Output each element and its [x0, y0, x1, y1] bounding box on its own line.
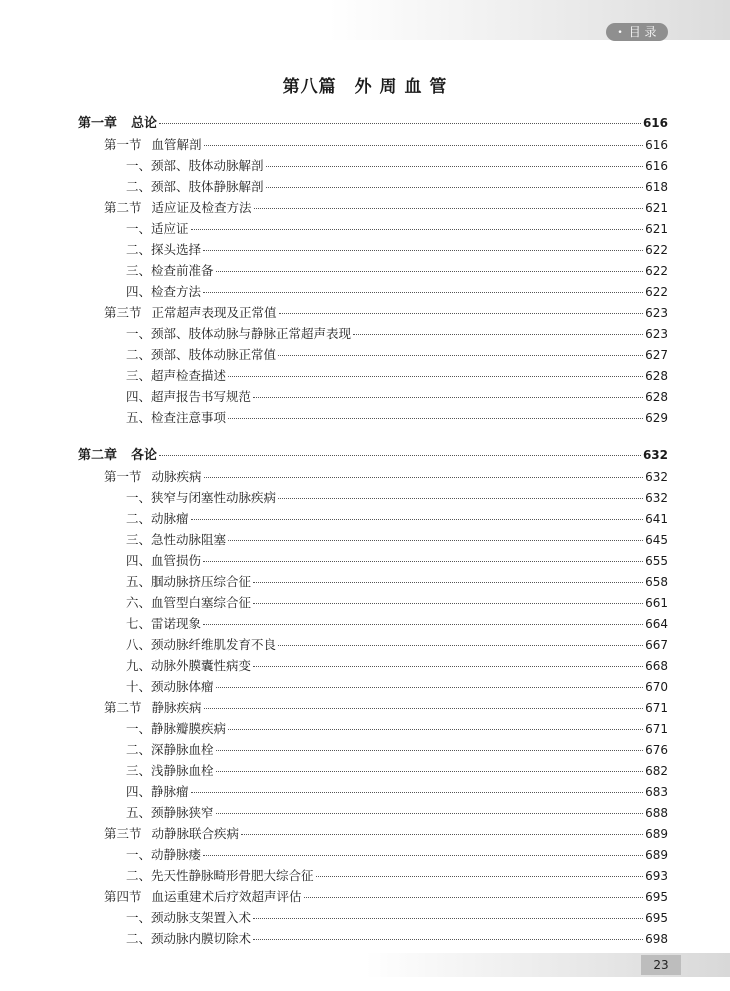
toc-entry-label	[126, 739, 214, 760]
toc-entry[interactable]	[78, 634, 668, 655]
toc-entry-label	[126, 907, 251, 928]
dot-leader	[278, 497, 643, 499]
toc-entry-page: 676	[645, 743, 668, 757]
dot-leader	[216, 686, 644, 688]
table-of-contents	[78, 113, 668, 949]
dot-leader	[316, 875, 644, 877]
toc-entry-title: 三、检查前准备	[126, 263, 214, 278]
toc-entry-label	[126, 487, 276, 508]
dot-leader	[253, 917, 643, 919]
toc-entry[interactable]	[78, 386, 668, 407]
toc-entry[interactable]	[78, 823, 668, 844]
toc-entry-page: 641	[645, 512, 668, 526]
toc-entry-page: 689	[645, 848, 668, 862]
dot-leader	[254, 207, 644, 209]
dot-leader	[204, 476, 644, 478]
toc-entry-label	[126, 613, 201, 634]
toc-entry-page: 622	[645, 264, 668, 278]
toc-entry[interactable]	[78, 781, 668, 802]
toc-entry-title: 一、狭窄与闭塞性动脉疾病	[126, 490, 277, 505]
toc-entry-label	[126, 655, 251, 676]
toc-entry-title: 九、动脉外膜囊性病变	[126, 658, 252, 673]
toc-entry-page: 645	[645, 533, 668, 547]
section-tab	[606, 23, 668, 41]
toc-entry-page: 632	[642, 448, 668, 462]
toc-entry[interactable]	[78, 676, 668, 697]
toc-entry[interactable]	[78, 886, 668, 907]
toc-entry-page: 682	[645, 764, 668, 778]
section-tab-label: 目 录	[628, 25, 657, 39]
toc-entry-title: 十、颈动脉体瘤	[126, 679, 214, 694]
toc-entry-label	[126, 592, 251, 613]
toc-entry-title: 五、检查注意事项	[126, 410, 227, 425]
toc-entry-page: 695	[645, 911, 668, 925]
toc-entry-label	[126, 260, 214, 281]
footer-band	[0, 953, 730, 977]
toc-entry-title: 四、血管损伤	[126, 553, 202, 568]
toc-entry-page: 658	[645, 575, 668, 589]
dot-leader	[228, 539, 643, 541]
toc-entry-label	[126, 844, 201, 865]
toc-entry[interactable]	[78, 445, 668, 466]
toc-entry[interactable]	[78, 697, 668, 718]
toc-entry-page: 667	[645, 638, 668, 652]
toc-entry[interactable]	[78, 134, 668, 155]
dot-leader	[191, 518, 644, 520]
toc-entry-label	[126, 676, 214, 697]
dot-leader	[203, 291, 643, 293]
toc-entry-page: 616	[645, 159, 668, 173]
dot-leader	[228, 417, 643, 419]
dot-leader	[216, 812, 644, 814]
toc-entry[interactable]	[78, 155, 668, 176]
toc-entry[interactable]	[78, 197, 668, 218]
toc-entry[interactable]	[78, 928, 668, 949]
toc-entry-page: 621	[645, 201, 668, 215]
toc-entry-title: 六、血管型白塞综合征	[126, 595, 252, 610]
toc-entry-title: 一、颈部、肢体动脉与静脉正常超声表现	[126, 326, 352, 341]
toc-entry-label	[126, 508, 189, 529]
toc-entry-title: 三、浅静脉血栓	[126, 763, 214, 778]
toc-entry-label	[126, 386, 251, 407]
toc-entry-label	[126, 218, 189, 239]
toc-entry-label	[126, 781, 189, 802]
toc-entry-title: 四、静脉瘤	[126, 784, 189, 799]
toc-entry-title: 动脉疾病	[151, 469, 202, 484]
toc-entry-number: 第三节	[104, 826, 142, 841]
toc-entry-title: 二、颈动脉内膜切除术	[126, 931, 252, 946]
toc-entry-title: 动静脉联合疾病	[151, 826, 240, 841]
dot-leader	[159, 122, 641, 124]
toc-entry-label	[126, 865, 314, 886]
toc-entry[interactable]	[78, 865, 668, 886]
toc-entry[interactable]	[78, 302, 668, 323]
toc-entry[interactable]	[78, 113, 668, 134]
dot-leader	[191, 228, 644, 230]
toc-entry-number: 第二节	[104, 200, 142, 215]
toc-entry-page: 688	[645, 806, 668, 820]
dot-leader	[228, 375, 643, 377]
dot-leader	[241, 833, 643, 835]
dot-leader	[253, 665, 643, 667]
toc-entry-page: 623	[645, 327, 668, 341]
toc-entry-page: 628	[645, 390, 668, 404]
toc-entry-title: 五、颈静脉狭窄	[126, 805, 214, 820]
toc-entry-page: 655	[645, 554, 668, 568]
toc-entry-number: 第二节	[104, 700, 142, 715]
toc-entry-page: 671	[645, 701, 668, 715]
toc-entry-title: 二、颈部、肢体静脉解剖	[126, 179, 264, 194]
toc-entry-label	[104, 823, 239, 844]
toc-entry[interactable]	[78, 281, 668, 302]
toc-entry[interactable]	[78, 323, 668, 344]
toc-entry-label	[126, 760, 214, 781]
toc-entry-label	[126, 407, 226, 428]
dot-leader	[353, 333, 643, 335]
toc-entry-label	[126, 239, 201, 260]
toc-entry-title: 总论	[131, 116, 158, 131]
toc-entry[interactable]	[78, 739, 668, 760]
dot-leader	[278, 644, 643, 646]
toc-entry-page: 632	[645, 470, 668, 484]
toc-entry-number: 第一章	[78, 116, 118, 131]
toc-entry-page: 616	[642, 116, 668, 130]
toc-entry-label	[126, 928, 251, 949]
toc-entry-title: 适应证及检查方法	[151, 200, 252, 215]
toc-entry-page: 621	[645, 222, 668, 236]
toc-entry-page: 623	[645, 306, 668, 320]
toc-entry-label	[126, 155, 264, 176]
toc-entry-title: 四、超声报告书写规范	[126, 389, 252, 404]
dot-leader	[266, 186, 644, 188]
toc-entry-label	[126, 344, 276, 365]
dot-leader	[253, 938, 643, 940]
toc-entry-page: 616	[645, 138, 668, 152]
toc-entry[interactable]	[78, 760, 668, 781]
toc-entry-title: 各论	[131, 448, 158, 463]
toc-entry-label	[126, 802, 214, 823]
dot-leader	[203, 560, 643, 562]
toc-entry-page: 695	[645, 890, 668, 904]
toc-entry-title: 七、雷诺现象	[126, 616, 202, 631]
toc-entry[interactable]	[78, 218, 668, 239]
toc-entry[interactable]	[78, 466, 668, 487]
toc-entry[interactable]	[78, 613, 668, 634]
dot-leader	[204, 144, 644, 146]
toc-entry[interactable]	[78, 239, 668, 260]
toc-entry-label	[104, 697, 202, 718]
toc-entry-label	[126, 634, 276, 655]
toc-entry[interactable]	[78, 655, 668, 676]
dot-leader	[216, 270, 644, 272]
toc-entry-title: 血运重建术后疗效超声评估	[151, 889, 302, 904]
toc-entry-title: 一、静脉瓣膜疾病	[126, 721, 227, 736]
dot-leader	[203, 623, 643, 625]
toc-entry-label	[126, 365, 226, 386]
toc-entry-title: 一、适应证	[126, 221, 189, 236]
toc-entry-page: 683	[645, 785, 668, 799]
toc-entry-page: 668	[645, 659, 668, 673]
toc-entry-page: 698	[645, 932, 668, 946]
toc-entry[interactable]	[78, 365, 668, 386]
toc-entry-page: 632	[645, 491, 668, 505]
dot-leader	[216, 749, 644, 751]
toc-entry-page: 618	[645, 180, 668, 194]
page-title: 第八篇 外 周 血 管	[282, 77, 448, 97]
dot-leader	[159, 454, 641, 456]
toc-entry-page: 622	[645, 285, 668, 299]
toc-entry-label	[78, 445, 157, 466]
toc-entry-title: 一、动静脉瘘	[126, 847, 202, 862]
toc-entry[interactable]	[78, 592, 668, 613]
toc-entry-title: 三、急性动脉阻塞	[126, 532, 227, 547]
toc-entry-label	[126, 529, 226, 550]
toc-entry-page: 664	[645, 617, 668, 631]
toc-entry[interactable]	[78, 571, 668, 592]
toc-entry-label	[126, 718, 226, 739]
toc-entry-title: 二、先天性静脉畸形骨肥大综合征	[126, 868, 314, 883]
toc-entry-number: 第一节	[104, 137, 142, 152]
toc-entry-page: 629	[645, 411, 668, 425]
toc-entry[interactable]	[78, 718, 668, 739]
toc-entry-number: 第一节	[104, 469, 142, 484]
toc-entry-label	[104, 197, 252, 218]
toc-entry-label	[126, 176, 264, 197]
toc-entry-title: 静脉疾病	[151, 700, 202, 715]
toc-entry[interactable]	[78, 529, 668, 550]
dot-leader	[191, 791, 644, 793]
toc-entry-title: 八、颈动脉纤维肌发育不良	[126, 637, 277, 652]
dot-leader	[216, 770, 644, 772]
toc-entry-label	[104, 302, 277, 323]
toc-entry-label	[126, 550, 201, 571]
dot-leader	[204, 707, 644, 709]
toc-entry-title: 二、动脉瘤	[126, 511, 189, 526]
toc-entry-label	[126, 281, 201, 302]
toc-entry-number: 第二章	[78, 448, 118, 463]
toc-entry-page: 671	[645, 722, 668, 736]
toc-entry-title: 四、检查方法	[126, 284, 202, 299]
dot-leader	[279, 312, 644, 314]
toc-entry[interactable]	[78, 260, 668, 281]
dot-leader	[203, 249, 643, 251]
toc-entry-title: 正常超声表现及正常值	[151, 305, 277, 320]
dot-leader	[228, 728, 643, 730]
toc-entry-title: 一、颈动脉支架置入术	[126, 910, 252, 925]
toc-entry[interactable]	[78, 344, 668, 365]
toc-entry-page: 693	[645, 869, 668, 883]
toc-entry-label	[126, 571, 251, 592]
dot-leader	[253, 581, 643, 583]
bullet-icon: •	[617, 28, 623, 38]
toc-entry-label	[104, 466, 202, 487]
toc-entry-title: 一、颈部、肢体动脉解剖	[126, 158, 264, 173]
toc-entry[interactable]	[78, 550, 668, 571]
toc-entry-label	[104, 134, 202, 155]
dot-leader	[253, 602, 643, 604]
toc-entry-title: 血管解剖	[151, 137, 202, 152]
toc-entry-label	[126, 323, 351, 344]
toc-entry[interactable]	[78, 407, 668, 428]
toc-entry-title: 二、探头选择	[126, 242, 202, 257]
toc-entry-number: 第三节	[104, 305, 142, 320]
toc-entry-page: 670	[645, 680, 668, 694]
page-number: 23	[641, 955, 681, 975]
toc-entry-label	[78, 113, 157, 134]
dot-leader	[203, 854, 643, 856]
toc-entry-label	[104, 886, 302, 907]
toc-entry-page: 628	[645, 369, 668, 383]
dot-leader	[253, 396, 643, 398]
toc-entry-page: 627	[645, 348, 668, 362]
toc-entry[interactable]	[78, 508, 668, 529]
dot-leader	[266, 165, 644, 167]
toc-entry[interactable]	[78, 176, 668, 197]
toc-entry-title: 二、颈部、肢体动脉正常值	[126, 347, 277, 362]
toc-entry[interactable]	[78, 802, 668, 823]
toc-entry[interactable]	[78, 487, 668, 508]
toc-entry-title: 三、超声检查描述	[126, 368, 227, 383]
dot-leader	[304, 896, 644, 898]
toc-entry-page: 622	[645, 243, 668, 257]
toc-entry-title: 二、深静脉血栓	[126, 742, 214, 757]
toc-entry-page: 689	[645, 827, 668, 841]
toc-entry-title: 五、腘动脉挤压综合征	[126, 574, 252, 589]
toc-entry-page: 661	[645, 596, 668, 610]
dot-leader	[278, 354, 643, 356]
toc-entry-number: 第四节	[104, 889, 142, 904]
toc-entry[interactable]	[78, 844, 668, 865]
toc-entry[interactable]	[78, 907, 668, 928]
